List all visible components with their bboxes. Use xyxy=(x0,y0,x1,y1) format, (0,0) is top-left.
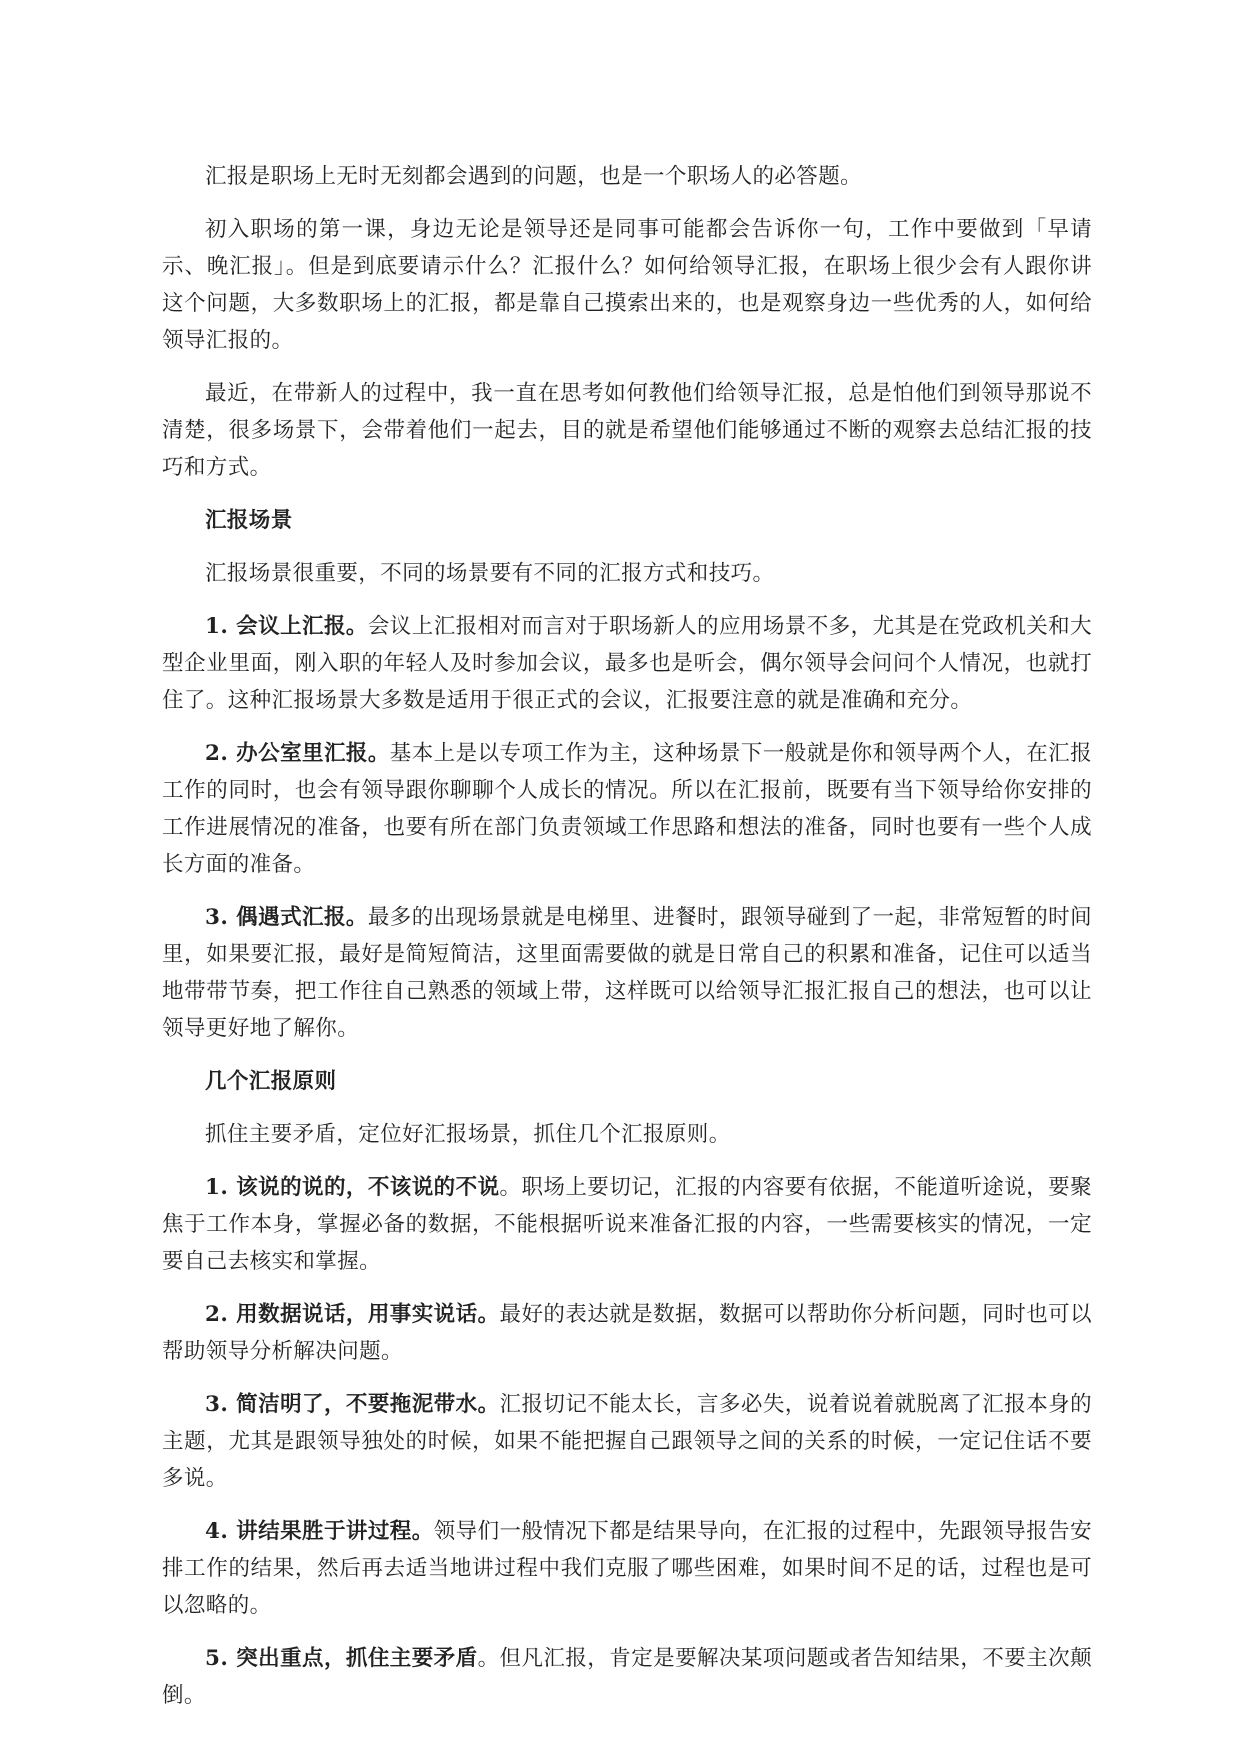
scene-item-title: 3. 偶遇式汇报。 xyxy=(205,905,368,930)
principle-item-text: 汇报切记不能太长，言多必失，说着说着就脱离了汇报本身的主题，尤其是跟领导独处的时候，如果不能把握自己跟领导之间的关系的时候，一定记住话不要多说。 xyxy=(162,1392,1092,1491)
principle-item xyxy=(162,1640,1092,1714)
principle-item xyxy=(162,1386,1092,1497)
scene-item xyxy=(162,735,1092,883)
principle-item-text: 领导们一般情况下都是结果导向，在汇报的过程中，先跟领导报告安排工作的结果，然后再去适当地讲过程中我们克服了哪些困难，如果时间不足的话，过程也是可以忽略的。 xyxy=(162,1519,1092,1618)
intro-paragraph-3: 最近，在带新人的过程中，我一直在思考如何教他们给领导汇报，总是怕他们到领导那说不清楚，很多场景下，会带着他们一起去，目的就是希望他们能够通过不断的观察去总结汇报的技巧和方式。 xyxy=(162,381,1092,480)
scene-item-text: 基本上是以专项工作为主，这种场景下一般就是你和领导两个人，在汇报工作的同时，也会有领导跟你聊聊个人成长的情况。所以在汇报前，既要有当下领导给你安排的工作进展情况的准备，也要有所在部门负责领域工作思路和想法的准备，同时也要有一些个人成长方面的准备。 xyxy=(162,741,1092,877)
principle-item xyxy=(162,1169,1092,1280)
principle-item-title: 1. 该说的说的，不该说的不说 xyxy=(205,1175,500,1200)
scenes-lead: 汇报场景很重要，不同的场景要有不同的汇报方式和技巧。 xyxy=(205,561,775,586)
principle-item-title: 5. 突出重点，抓住主要矛盾 xyxy=(205,1646,478,1671)
scene-item-title: 1. 会议上汇报。 xyxy=(205,614,368,639)
principle-item-text: 。职场上要切记，汇报的内容要有依据，不能道听途说，要聚焦于工作本身，掌握必备的数据，不能根据听说来准备汇报的内容，一些需要核实的情况，一定要自己去核实和掌握。 xyxy=(162,1175,1092,1274)
principle-item-title: 2. 用数据说话，用事实说话。 xyxy=(205,1302,500,1327)
section-heading-principles: 几个汇报原则 xyxy=(205,1069,337,1094)
principle-item xyxy=(162,1513,1092,1624)
scene-item-title: 2. 办公室里汇报。 xyxy=(205,741,390,766)
principles-lead: 抓住主要矛盾，定位好汇报场景，抓住几个汇报原则。 xyxy=(205,1122,731,1147)
principle-item-text: 最好的表达就是数据，数据可以帮助你分析问题，同时也可以帮助领导分析解决问题。 xyxy=(162,1302,1092,1364)
principle-item-text: 。但凡汇报，肯定是要解决某项问题或者告知结果，不要主次颠倒。 xyxy=(162,1646,1093,1708)
scene-item xyxy=(162,608,1092,719)
intro-paragraph-2: 初入职场的第一课，身边无论是领导还是同事可能都会告诉你一句，工作中要做到「早请示、晚汇报」。但是到底要请示什么？汇报什么？如何给领导汇报，在职场上很少会有人跟你讲这个问题，大多数职场上的汇报，都是靠自己摸索出来的，也是观察身边一些优秀的人，如何给领导汇报的。 xyxy=(162,217,1092,353)
principle-item-title: 3. 简洁明了，不要拖泥带水。 xyxy=(205,1392,500,1417)
principle-item xyxy=(162,1296,1092,1370)
scene-item-text: 最多的出现场景就是电梯里、进餐时，跟领导碰到了一起，非常短暂的时间里，如果要汇报，最好是简短简洁，这里面需要做的就是日常自己的积累和准备，记住可以适当地带带节奏，把工作往自己熟悉的领域上带，这样既可以给领导汇报汇报自己的想法，也可以让领导更好地了解你。 xyxy=(162,905,1092,1041)
scene-item xyxy=(162,899,1092,1047)
scene-item-text: 会议上汇报相对而言对于职场新人的应用场景不多，尤其是在党政机关和大型企业里面，刚入职的年轻人及时参加会议，最多也是听会，偶尔领导会问问个人情况，也就打住了。这种汇报场景大多数是适用于很正式的会议，汇报要注意的就是准确和充分。 xyxy=(162,614,1092,713)
section-heading-scenes: 汇报场景 xyxy=(205,508,293,533)
principle-item-title: 4. 讲结果胜于讲过程。 xyxy=(205,1519,434,1544)
document-body xyxy=(162,158,1092,1730)
intro-paragraph-1: 汇报是职场上无时无刻都会遇到的问题，也是一个职场人的必答题。 xyxy=(205,164,863,189)
